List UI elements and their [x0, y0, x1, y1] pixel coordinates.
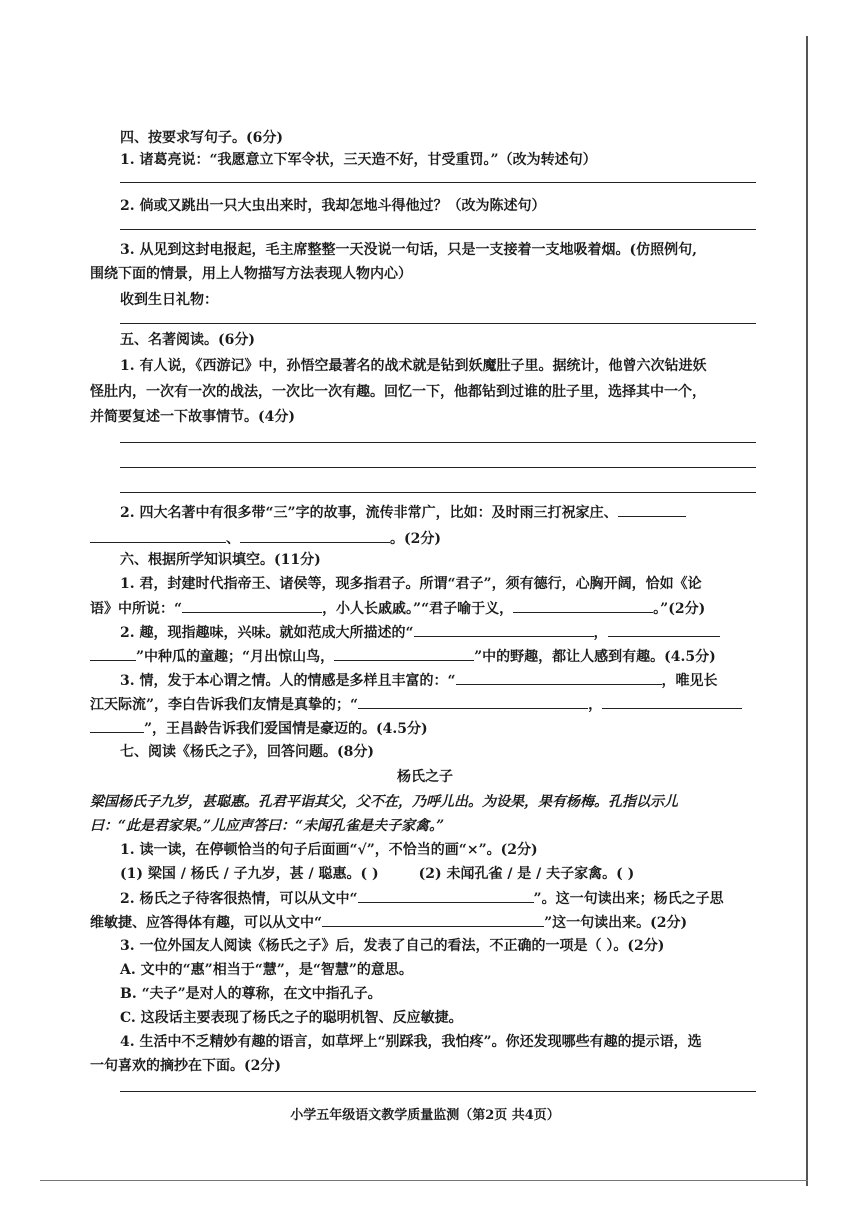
s7-q3-option-a[interactable]: A. 文中的“惠”相当于“慧”，是“智慧”的意思。	[120, 962, 413, 978]
s7-q2-text-a: 2. 杨氏之子待客很热情，可以从文中“	[120, 891, 358, 907]
fill-blank[interactable]	[240, 528, 390, 543]
answer-line[interactable]	[120, 182, 756, 183]
fill-blank[interactable]	[322, 912, 544, 927]
s6-q2-text-c: ”中种瓜的童趣；“月出惊山鸟，	[136, 649, 335, 665]
s7-question-1-options	[120, 864, 760, 884]
s5-question-1-line2: 怪肚内，一次有一次的战法，一次比一次有趣。回忆一下，他都钻到过谁的肚子里，选择其中一个，	[90, 384, 706, 400]
fill-blank[interactable]	[414, 622, 594, 637]
s6-q1-text-a: 语》中所说：“	[90, 601, 183, 617]
answer-line[interactable]	[120, 323, 756, 324]
fill-blank[interactable]	[456, 670, 662, 685]
s6-q2-text-b: ，	[593, 625, 608, 641]
s7-question-2-line2	[90, 912, 760, 933]
s5-q2-text: 2. 四大名著中有很多带“三”字的故事，流传非常广，比如：及时雨三打祝家庄、	[120, 505, 618, 521]
section-6-title: 六、根据所学知识填空。(11分)	[120, 552, 321, 568]
fill-blank[interactable]	[602, 694, 742, 709]
s6-question-3-line3	[90, 718, 760, 739]
s4-question-3-line1: 3. 从见到这封电报起，毛主席整整一天没说一句话，只是一支接着一支地吸着烟。(仿照例句,	[120, 242, 697, 258]
fill-blank[interactable]	[513, 598, 653, 613]
s5-question-1-line3: 并简要复述一下故事情节。(4分)	[90, 409, 295, 425]
s7-q2-text-b: ”。这一句读出来；杨氏之子思	[533, 891, 724, 907]
fill-blank[interactable]	[618, 502, 686, 517]
passage-line-1: 梁国杨氏子九岁，甚聪惠。孔君平诣其父，父不在，乃呼儿出。为设果，果有杨梅。孔指以示儿	[90, 794, 678, 810]
s7-question-2-line1	[120, 888, 760, 909]
s7-question-3: 3. 一位外国友人阅读《杨氏之子》后，发表了自己的看法，不正确的一项是（ ）。(2分)	[120, 938, 665, 954]
s4-question-1: 1. 诸葛亮说：“我愿意立下军令状，三天造不好，甘受重罚。”（改为转述句）	[120, 152, 597, 168]
s6-question-1-line2	[90, 598, 760, 619]
s6-q3-text-a: 3. 情，发于本心谓之情。人的情感是多样且丰富的：“	[120, 673, 456, 689]
s6-q3-text-d: ，	[588, 697, 603, 713]
s6-q2-text-a: 2. 趣，现指趣味，兴味。就如范成大所描述的“	[120, 625, 414, 641]
s6-question-1-line1: 1. 君，封建时代指帝王、诸侯等，现多指君子。所谓“君子”，须有德行，心胸开阔，恰如《论	[120, 576, 702, 592]
s6-q2-text-d: ”中的野趣，都让人感到有趣。(4.5分)	[474, 649, 716, 665]
answer-line[interactable]	[120, 492, 756, 493]
s7-q1-option-b[interactable]: (2) 未闻孔雀 / 是 / 夫子家禽。( )	[418, 866, 635, 882]
s6-question-2-line2	[90, 646, 760, 667]
s7-question-4-line2: 一句喜欢的摘抄在下面。(2分)	[90, 1058, 281, 1074]
section-4-title: 四、按要求写句子。(6分)	[120, 130, 283, 146]
fill-blank[interactable]	[182, 598, 322, 613]
s6-question-3-line2	[90, 694, 760, 715]
s7-q2-text-c: 维敏捷、应答得体有趣，可以从文中“	[90, 915, 323, 931]
s5-question-2-line1	[120, 502, 760, 523]
s6-question-2-line1	[120, 622, 760, 643]
fill-blank[interactable]	[358, 888, 534, 903]
fill-blank[interactable]	[90, 646, 136, 661]
s7-question-1: 1. 读一读，在停顿恰当的句子后面画“√”，不恰当的画“×”。(2分)	[120, 842, 538, 858]
s4-question-2: 2. 倘或又跳出一只大虫出来时，我却怎地斗得他过？（改为陈述句）	[120, 198, 546, 214]
answer-line[interactable]	[120, 467, 756, 468]
fill-blank[interactable]	[90, 718, 144, 733]
s5-question-1-line1: 1. 有人说，《西游记》中，孙悟空最著名的战术就是钻到妖魔肚子里。据统计，他曾六次钻进妖	[120, 358, 707, 374]
s7-q2-text-d: ”这一句读出来。(2分)	[544, 915, 688, 931]
s4-question-3-line2: 围绕下面的情景，用上人物描写方法表现人物内心）	[90, 266, 412, 282]
s4-question-3-prompt: 收到生日礼物：	[120, 292, 218, 308]
fill-blank[interactable]	[358, 694, 588, 709]
s7-q1-option-a[interactable]: (1) 梁国 / 杨氏 / 子九岁，甚 / 聪惠。( )	[120, 866, 379, 882]
s7-q3-option-c[interactable]: C. 这段话主要表现了杨氏之子的聪明机智、反应敏捷。	[120, 1010, 463, 1026]
s6-question-3-line1	[120, 670, 760, 691]
section-7-title: 七、阅读《杨氏之子》，回答问题。(8分)	[120, 744, 374, 760]
s6-q3-text-e: ”，王昌龄告诉我们爱国情是豪迈的。(4.5分)	[144, 721, 428, 737]
s6-q3-text-b: ，唯见长	[661, 673, 718, 689]
s7-q3-option-b[interactable]: B. “夫子”是对人的尊称，在文中指孔子。	[120, 986, 382, 1002]
page-footer: 小学五年级语文教学质量监测（第2页 共4页）	[290, 1108, 560, 1123]
answer-line[interactable]	[120, 1091, 756, 1092]
answer-line[interactable]	[120, 229, 756, 230]
s5-question-2-line2	[90, 528, 760, 549]
s5-q2-score: 。(2分)	[390, 531, 441, 547]
s5-q2-sep: 、	[226, 531, 240, 547]
fill-blank[interactable]	[334, 646, 474, 661]
s6-q1-text-c: 。”(2分)	[653, 601, 706, 617]
fill-blank[interactable]	[608, 622, 720, 637]
fill-blank[interactable]	[90, 528, 226, 543]
passage-line-2: 曰：“此是君家果。”儿应声答曰：“未闻孔雀是夫子家禽。”	[90, 818, 445, 834]
page-edge-bottom	[40, 1180, 808, 1181]
answer-line[interactable]	[120, 442, 756, 443]
s7-question-4-line1: 4. 生活中不乏精妙有趣的语言，如草坪上“别踩我，我怕疼”。你还发现哪些有趣的提示语，选	[120, 1034, 702, 1050]
passage-title: 杨氏之子	[397, 769, 453, 785]
section-5-title: 五、名著阅读。(6分)	[120, 332, 255, 348]
s6-q3-text-c: 江天际流”，李白告诉我们友情是真挚的；“	[90, 697, 359, 713]
s6-q1-text-b: ，小人长戚戚。”“君子喻于义，	[322, 601, 514, 617]
page-edge-right	[806, 36, 808, 1186]
